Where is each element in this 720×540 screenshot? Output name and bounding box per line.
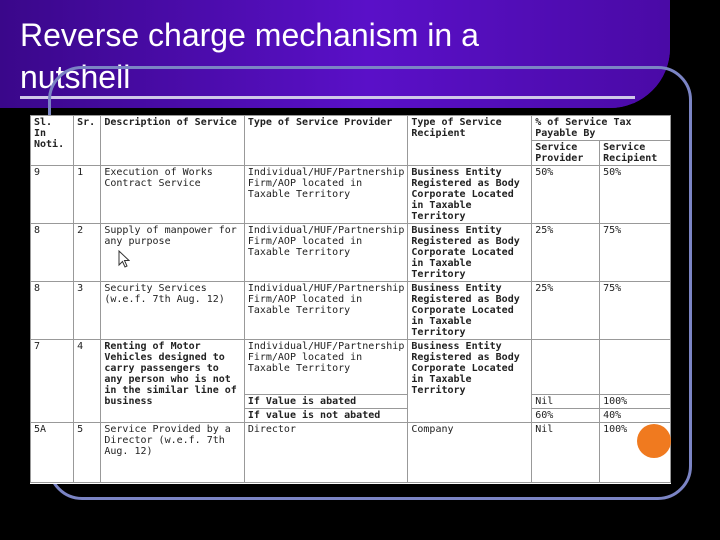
cell-provider-abated: If Value is abated	[244, 395, 408, 409]
header-provider: Type of Service Provider	[244, 116, 408, 166]
title-line-2: nutshell	[20, 59, 131, 95]
cell-sr: 4	[74, 340, 101, 423]
cell-pct-recipient: 100%	[600, 423, 671, 483]
cell-pct-recipient: 50%	[600, 166, 671, 224]
cell-recipient: Business Entity Registered as Body Corporate Located in Taxable Territory	[408, 224, 532, 282]
cell-sr: 5	[74, 423, 101, 483]
orange-dot-icon	[637, 424, 671, 458]
header-percent: % of Service Tax Payable By	[532, 116, 671, 141]
cell-description: Execution of Works Contract Service	[101, 166, 244, 224]
header-pct-provider: Service Provider	[532, 141, 600, 166]
table-row	[31, 340, 671, 395]
cell-description: Supply of manpower for any purpose	[101, 224, 244, 282]
cell-pct-provider: Nil	[532, 395, 600, 409]
table-row	[31, 423, 671, 483]
cell-recipient: Business Entity Registered as Body Corporate Located in Taxable Territory	[408, 166, 532, 224]
header-sr: Sr.	[74, 116, 101, 166]
cell-provider: Individual/HUF/Partnership Firm/AOP located in Taxable Territory	[244, 282, 408, 340]
cell-sl: 7	[31, 340, 74, 423]
cell-recipient: Business Entity Registered as Body Corporate Located in Taxable Territory	[408, 282, 532, 340]
table-row	[31, 282, 671, 340]
header-row	[31, 116, 671, 141]
cell-pct-recipient: 40%	[600, 409, 671, 423]
cell-provider: Individual/HUF/Partnership Firm/AOP located in Taxable Territory	[244, 224, 408, 282]
cell-sl: 8	[31, 224, 74, 282]
reverse-charge-table	[30, 115, 671, 483]
cell-description: Service Provided by a Director (w.e.f. 7th Aug. 12)	[101, 423, 244, 483]
cell-pct-provider: Nil	[532, 423, 600, 483]
cell-pct-provider: 25%	[532, 282, 600, 340]
cell-sr: 3	[74, 282, 101, 340]
cell-provider: Director	[244, 423, 408, 483]
cell-pct-recipient	[600, 340, 671, 395]
cell-pct-recipient: 75%	[600, 282, 671, 340]
cell-recipient: Company	[408, 423, 532, 483]
cell-recipient: Business Entity Registered as Body Corporate Located in Taxable Territory	[408, 340, 532, 423]
table-row	[31, 166, 671, 224]
title-line-1: Reverse charge mechanism in a	[20, 17, 479, 53]
cell-description: Renting of Motor Vehicles designed to carry passengers to any person who is not in the similar line of business	[101, 340, 244, 423]
header-description: Description of Service	[101, 116, 244, 166]
cell-sl: 9	[31, 166, 74, 224]
cell-sr: 1	[74, 166, 101, 224]
cell-pct-provider: 50%	[532, 166, 600, 224]
table-image	[30, 115, 671, 484]
cell-pct-recipient: 75%	[600, 224, 671, 282]
header-sl: Sl. In Noti.	[31, 116, 74, 166]
header-pct-recipient: Service Recipient	[600, 141, 671, 166]
cell-sl: 5A	[31, 423, 74, 483]
cell-provider-not-abated: If value is not abated	[244, 409, 408, 423]
cell-sr: 2	[74, 224, 101, 282]
header-recipient: Type of Service Recipient	[408, 116, 532, 166]
mouse-cursor-icon	[118, 250, 130, 268]
cell-pct-provider: 25%	[532, 224, 600, 282]
cell-pct-recipient: 100%	[600, 395, 671, 409]
cell-provider: Individual/HUF/Partnership Firm/AOP located in Taxable Territory	[244, 166, 408, 224]
cell-pct-provider	[532, 340, 600, 395]
cell-description: Security Services (w.e.f. 7th Aug. 12)	[101, 282, 244, 340]
cell-sl: 8	[31, 282, 74, 340]
cell-provider: Individual/HUF/Partnership Firm/AOP located in Taxable Territory	[244, 340, 408, 395]
cell-pct-provider: 60%	[532, 409, 600, 423]
